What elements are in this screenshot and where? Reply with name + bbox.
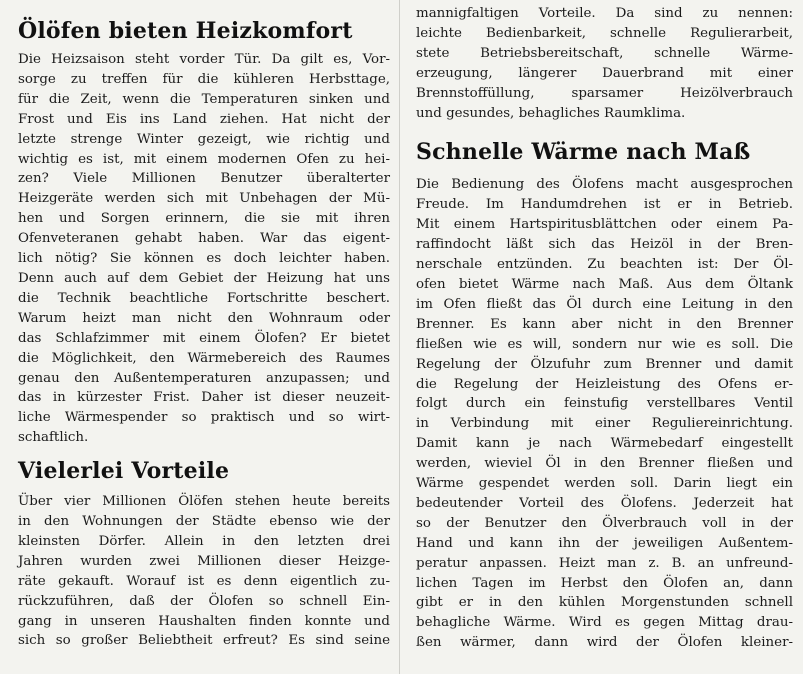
text-line: Heizgeräte werden sich mit Unbehagen der Mü- <box>18 191 390 207</box>
paragraph-vorteile <box>18 492 390 651</box>
text-line: Die Bedienung des Ölofens macht ausgesprochen <box>416 177 793 193</box>
text-line: mannigfaltigen Vorteile. Da sind zu nennen: <box>416 6 793 21</box>
text-line: Wärme gespendet werden soll. Darin liegt ein <box>416 476 793 492</box>
text-line: Brennstoffüllung, sparsamer Heizölverbrauch <box>416 85 793 101</box>
text-line: sich so großer Beliebtheit erfreut? Es sind seine <box>18 633 390 649</box>
text-line: folgt durch ein feinstufig verstellbares Ventil <box>416 396 793 412</box>
text-line: kleinsten Dörfer. Allein in den letzten drei <box>18 533 390 549</box>
heading-heizkomfort: Ölöfen bieten Heizkomfort <box>18 18 353 44</box>
text-line: für die Zeit, wenn die Temperaturen sinken und <box>18 91 390 107</box>
text-line: Mit einem Hartspiritusblättchen oder einem Pa- <box>416 217 793 233</box>
text-line: peratur anpassen. Heizt man z. B. an unfreund- <box>416 555 793 571</box>
text-line: raffindocht läßt sich das Heizöl in der Bren- <box>416 237 793 253</box>
text-line: hen und Sorgen erinnern, die sie mit ihren <box>18 211 390 227</box>
text-line: genau den Außentemperaturen anzupassen; und <box>18 370 390 386</box>
text-line: gang in unseren Haushalten finden konnte und <box>18 613 390 629</box>
paragraph-bedienung <box>416 175 793 653</box>
text-line: Frost und Eis ins Land ziehen. Hat nicht der <box>18 111 390 127</box>
text-line: so der Benutzer den Ölverbrauch voll in der <box>416 515 793 531</box>
text-line: in Verbindung mit einer Reguliereinrichtung. <box>416 416 793 432</box>
text-line: nerschale entzünden. Zu beachten ist: Der Öl- <box>416 257 793 273</box>
text-line: Regelung der Ölzufuhr zum Brenner und damit <box>416 356 793 372</box>
heading-schnelle-waerme: Schnelle Wärme nach Maß <box>416 139 751 166</box>
text-line: das Schlafzimmer mit einem Ölofen? Er bietet <box>18 330 390 346</box>
text-line: gibt er in den kühlen Morgenstunden schnell <box>416 595 793 611</box>
text-line: Warum heizt man nicht den Wohnraum oder <box>18 310 390 326</box>
right-column <box>400 0 803 674</box>
text-line: Über vier Millionen Ölöfen stehen heute bereits <box>18 494 390 510</box>
text-line: das in kürzester Frist. Daher ist dieser neuzeit- <box>18 390 390 406</box>
text-line: liche Wärmespender so praktisch und so wirt- <box>18 410 390 426</box>
text-line: leichte Bedienbarkeit, schnelle Regulierarbeit, <box>416 25 793 41</box>
text-line: rückzuführen, daß der Ölofen so schnell Ein- <box>18 593 390 609</box>
paragraph-intro <box>18 50 390 448</box>
text-line: lich nötig? Sie können es doch leichter haben. <box>18 251 390 267</box>
text-line: Jahren wurden zwei Millionen dieser Heizge- <box>18 553 390 569</box>
text-line: Denn auch auf dem Gebiet der Heizung hat uns <box>18 270 390 286</box>
paragraph-vorteile-continued <box>416 4 793 123</box>
text-line: erzeugung, längerer Dauerbrand mit einer <box>416 65 793 81</box>
text-line: und gesundes, behagliches Raumklima. <box>416 105 686 121</box>
text-line: fließen wie es will, sondern nur wie es soll. Die <box>416 336 793 352</box>
text-line: sorge zu treffen für die kühleren Herbsttage, <box>18 71 390 87</box>
text-line: Brenner. Es kann aber nicht in den Brenner <box>416 316 793 332</box>
text-line: lichen Tagen im Herbst den Ölofen an, dann <box>416 575 793 591</box>
text-line: Freude. Im Handumdrehen ist er in Betrieb. <box>416 197 793 213</box>
left-column <box>0 0 400 674</box>
text-line: in den Wohnungen der Städte ebenso wie der <box>18 514 390 530</box>
text-line: die Technik beachtliche Fortschritte beschert. <box>18 290 390 306</box>
text-line: wichtig es ist, mit einem modernen Ofen zu hei- <box>18 151 390 167</box>
text-line: Die Heizsaison steht vorder Tür. Da gilt es, Vor- <box>18 52 390 67</box>
text-line: stete Betriebsbereitschaft, schnelle Wärme- <box>416 45 793 61</box>
text-line: bedeutender Vorteil des Ölofens. Jederzeit hat <box>416 495 793 511</box>
text-line: schaftlich. <box>18 430 89 446</box>
text-line: zen? Viele Millionen Benutzer überalterter <box>18 171 390 187</box>
text-line: Ofenveteranen gehabt haben. War das eigent- <box>18 231 390 247</box>
text-line: im Ofen fließt das Öl durch eine Leitung in den <box>416 296 793 312</box>
text-line: Hand und kann ihn der jeweiligen Außentem- <box>416 535 793 551</box>
text-line: die Regelung der Heizleistung des Ofens er- <box>416 376 793 392</box>
text-line: ofen bietet Wärme nach Maß. Aus dem Öltank <box>416 276 793 292</box>
text-line: letzte strenge Winter gezeigt, wie richtig und <box>18 131 390 147</box>
text-line: ßen wärmer, dann wird der Ölofen kleiner- <box>416 635 793 651</box>
text-line: die Möglichkeit, den Wärmebereich des Raumes <box>18 350 390 366</box>
text-line: Damit kann je nach Wärmebedarf eingestellt <box>416 436 793 452</box>
text-line: behagliche Wärme. Wird es gegen Mittag drau- <box>416 615 793 631</box>
heading-vorteile: Vielerlei Vorteile <box>18 458 230 485</box>
text-line: werden, wieviel Öl in den Brenner fließen und <box>416 456 793 472</box>
text-line: räte gekauft. Worauf ist es denn eigentlich zu- <box>18 573 390 589</box>
